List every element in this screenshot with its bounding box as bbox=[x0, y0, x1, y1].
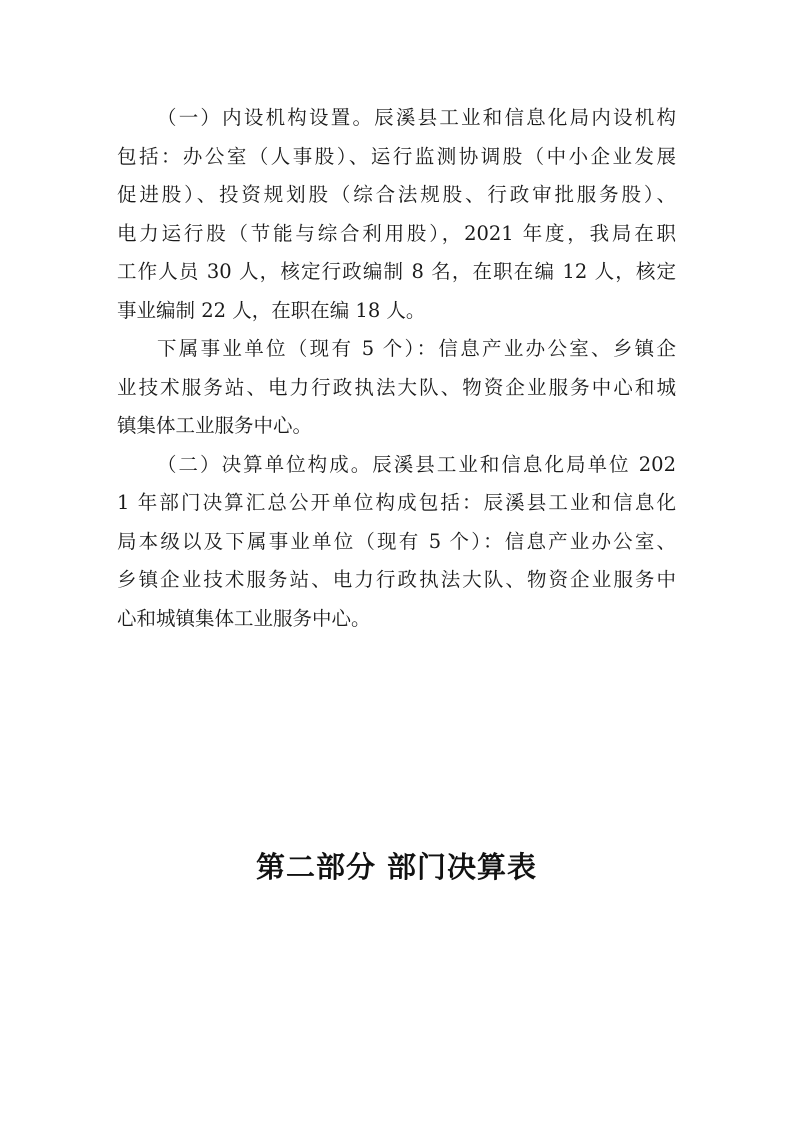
text-line: 电力运行股（节能与综合利用股），2021 年度，我局在职 bbox=[117, 221, 676, 245]
text-line: （二）决算单位构成。辰溪县工业和信息化局单位 202 bbox=[157, 452, 676, 476]
text-line: 事业编制 22 人，在职在编 18 人。 bbox=[117, 298, 426, 322]
part-heading: 第二部分 部门决算表 bbox=[255, 850, 538, 884]
paragraph-accounting-units bbox=[117, 446, 676, 639]
text-line: 乡镇企业技术服务站、电力行政执法大队、物资企业服务中 bbox=[117, 568, 676, 591]
text-line: 1 年部门决算汇总公开单位构成包括：辰溪县工业和信息化 bbox=[117, 491, 676, 514]
text-line: 心和城镇集体工业服务中心。 bbox=[117, 606, 371, 630]
text-line: 局本级以及下属事业单位（现有 5 个）：信息产业办公室、 bbox=[117, 529, 676, 553]
paragraph-internal-structure bbox=[117, 99, 676, 330]
text-line: 工作人员 30 人，核定行政编制 8 名，在职在编 12 人，核定 bbox=[117, 260, 676, 283]
text-line: 下属事业单位（现有 5 个）：信息产业办公室、乡镇企 bbox=[157, 337, 676, 360]
text-line: 业技术服务站、电力行政执法大队、物资企业服务中心和城 bbox=[117, 375, 676, 399]
paragraph-subordinate-units bbox=[117, 330, 676, 446]
text-line: 促进股）、投资规划股（综合法规股、行政审批服务股）、 bbox=[117, 183, 676, 206]
text-line: 镇集体工业服务中心。 bbox=[117, 414, 313, 437]
text-line: （一）内设机构设置。辰溪县工业和信息化局内设机构 bbox=[157, 106, 676, 129]
text-line: 包括：办公室（人事股）、运行监测协调股（中小企业发展 bbox=[117, 144, 676, 168]
document-body bbox=[117, 99, 676, 638]
